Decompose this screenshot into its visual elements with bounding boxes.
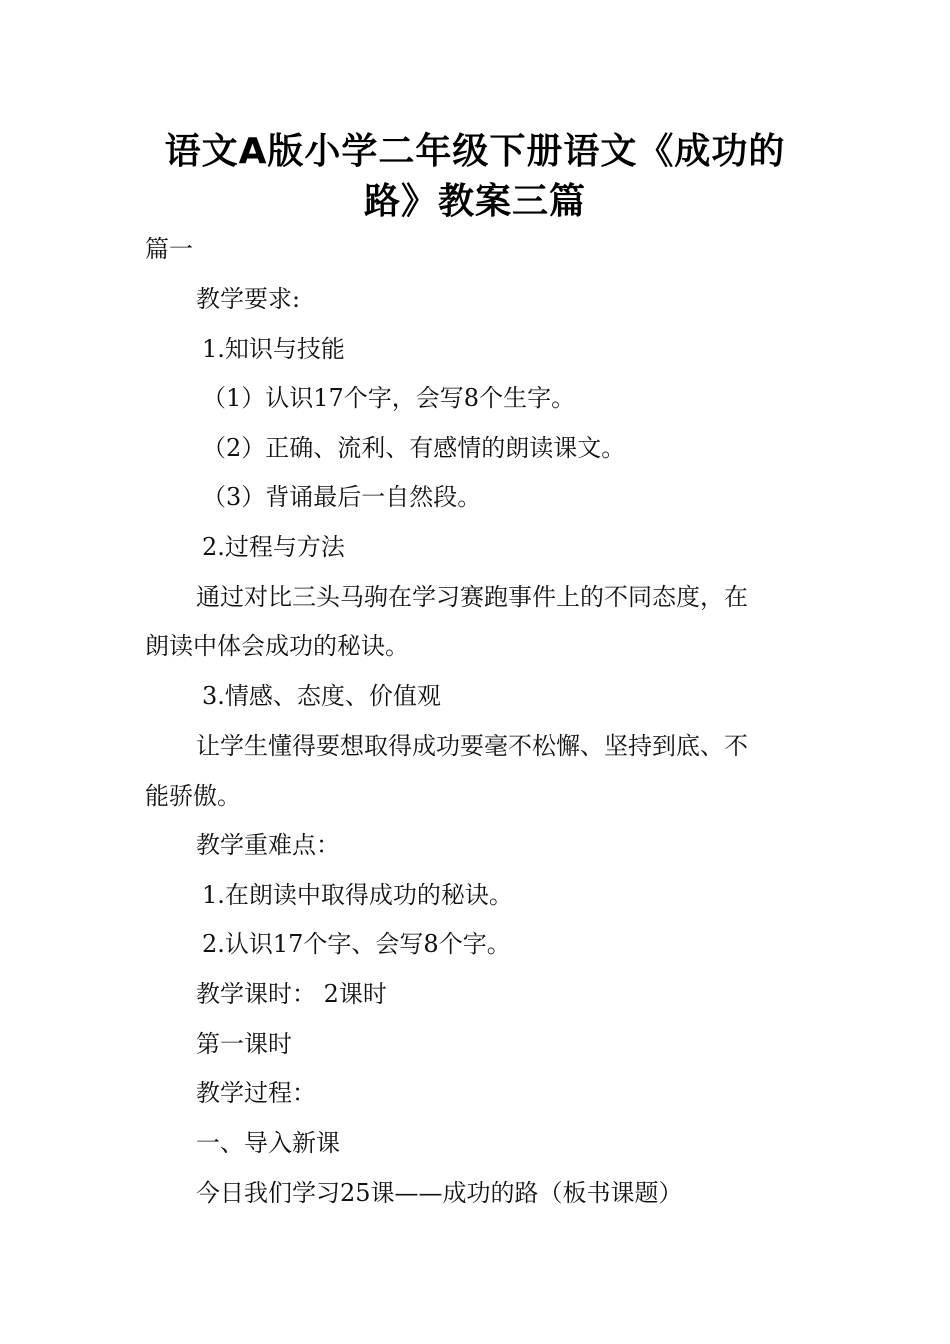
paragraph-line: 一、导入新课 — [196, 1129, 340, 1157]
paragraph-line: 教学过程： — [196, 1079, 316, 1107]
paragraph-line: 第一课时 — [196, 1030, 292, 1058]
paragraph-line: 教学课时： 2课时 — [196, 980, 387, 1008]
paragraph-line: 通过对比三头马驹在学习赛跑事件上的不同态度，在 — [196, 583, 748, 611]
paragraph-line: 朗读中体会成功的秘诀。 — [145, 632, 409, 660]
paragraph-line: （3）背诵最后一自然段。 — [202, 483, 482, 511]
document-title-line-1: 语文A版小学二年级下册语文《成功的 — [164, 131, 786, 172]
paragraph-line: 今日我们学习25课——成功的路（板书课题） — [196, 1179, 683, 1207]
paragraph-line: 教学重难点： — [196, 831, 340, 859]
paragraph-line: 3.情感、态度、价值观 — [202, 682, 441, 710]
paragraph-line: 2.认识17个字、会写8个字。 — [202, 930, 511, 958]
paragraph-line: （2）正确、流利、有感情的朗读课文。 — [202, 434, 626, 462]
paragraph-line: 1.知识与技能 — [202, 335, 345, 363]
paragraph-line: 能骄傲。 — [145, 782, 241, 810]
paragraph-line: 2.过程与方法 — [202, 533, 345, 561]
paragraph-line: 教学要求: — [196, 285, 301, 313]
paragraph-line: 让学生懂得要想取得成功要毫不松懈、坚持到底、不 — [196, 732, 748, 760]
section-heading: 篇一 — [145, 235, 193, 263]
document-title-line-2: 路》教案三篇 — [363, 181, 586, 222]
paragraph-line: 1.在朗读中取得成功的秘诀。 — [202, 881, 513, 909]
paragraph-line: （1）认识17个字，会写8个生字。 — [202, 384, 576, 412]
